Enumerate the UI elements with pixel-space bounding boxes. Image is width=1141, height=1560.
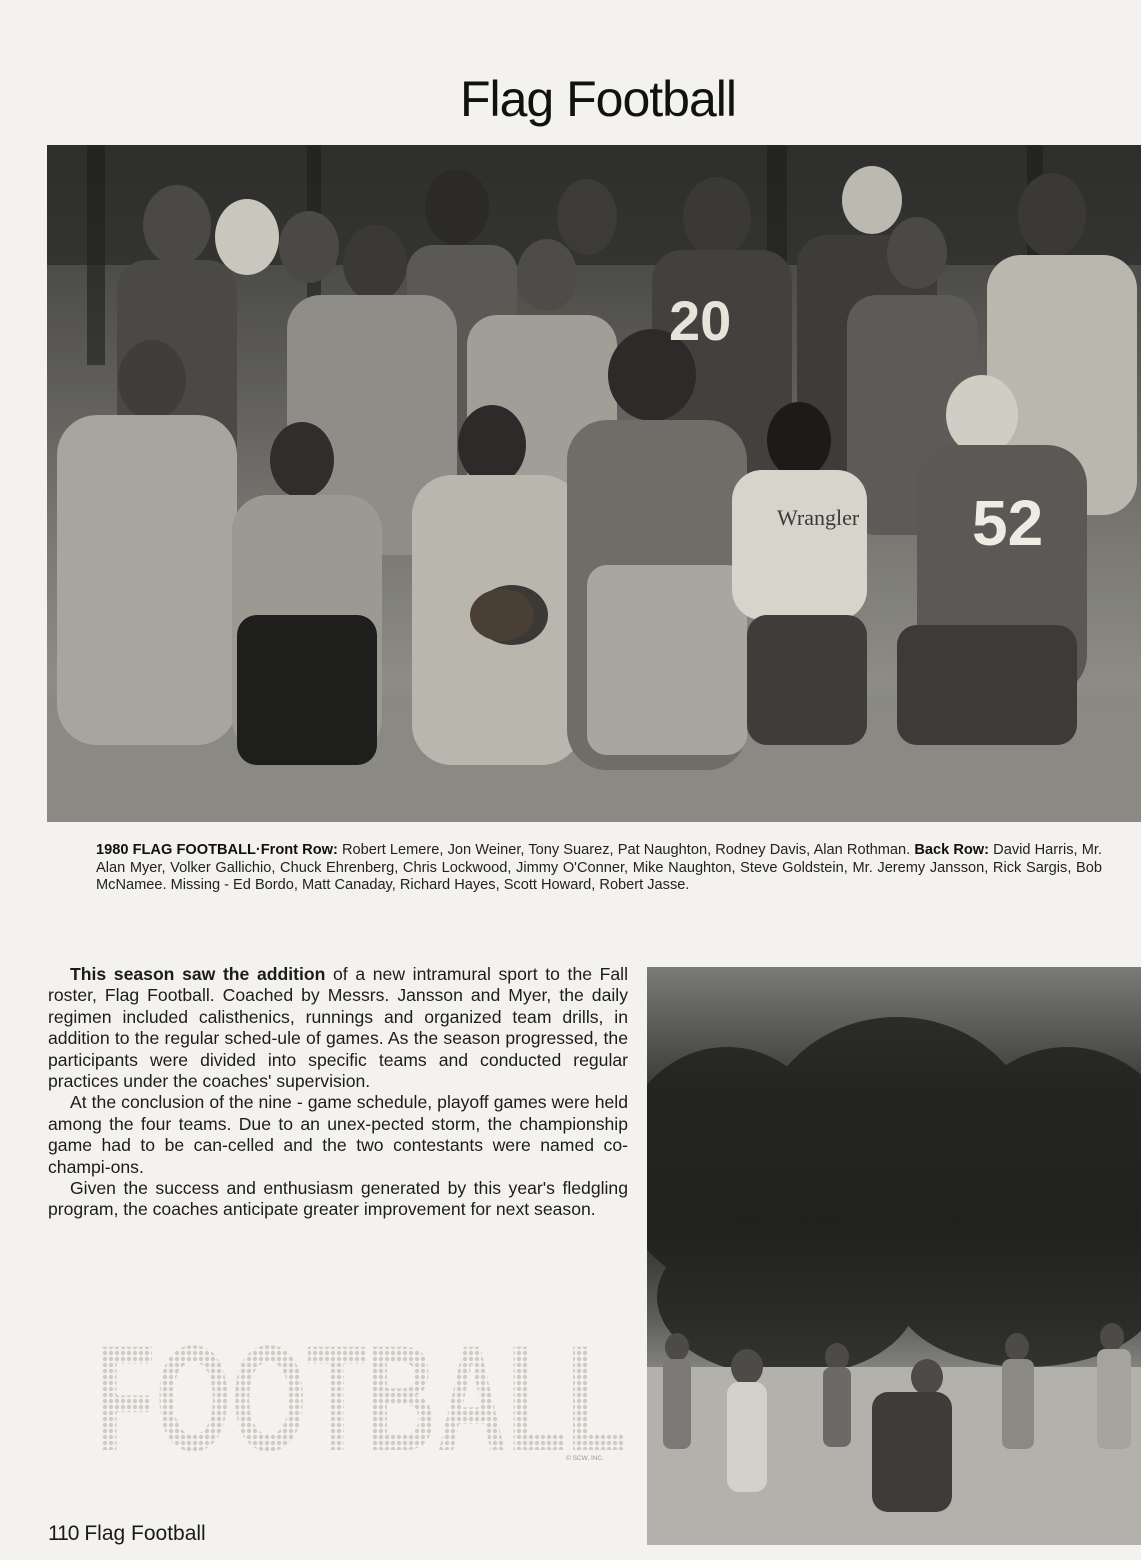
jersey-number-52: 52 [972, 487, 1044, 559]
football [470, 589, 534, 641]
caption-back-row-label: Back Row: [914, 842, 990, 858]
copyright-mark: © SCW, INC. [566, 1455, 605, 1462]
page-folio [48, 1522, 206, 1546]
caption-heading: 1980 FLAG FOOTBALL·Front Row: [96, 842, 338, 858]
article-lead: This season saw the addition [70, 964, 326, 984]
shirt-lettering: Wrangler [777, 505, 860, 530]
article-paragraph-1-text: of a new intramural sport to the Fall roster, Flag Football. Coached by Messrs. Jansson and Myer, the daily regimen included calisthenics, runnings and organized team drills, in addition to the regular sched-ule of games. As the season progressed, the participants were divided into specific teams and conducted regular practices under the coaches' supervision. [48, 964, 628, 1092]
photo-caption [96, 842, 1102, 895]
dotted-football-graphic [96, 1332, 636, 1462]
folio-label: Flag Football [84, 1522, 206, 1545]
action-photo [647, 967, 1141, 1545]
jersey-number-20: 20 [669, 289, 732, 352]
page-number: 110 [48, 1522, 79, 1545]
dotted-football-word: FOOTBALL [96, 1332, 626, 1462]
caption-front-row: Robert Lemere, Jon Weiner, Tony Suarez, Pat Naughton, Rodney Davis, Alan Rothman. [341, 842, 911, 858]
team-photo-illustration [47, 145, 1141, 822]
article-paragraph-1 [48, 964, 628, 1092]
caption-back-row: David Harris, Mr. Alan Myer, Volker Gallichio, Chuck Ehrenberg, Chris Lockwood, Jimmy O'Conner, Mike Naughton, Steve Goldstein, Mr. Jeremy Jansson, Rick Sargis, Bob McNamee. Missing - Ed Bordo, Matt Canaday, Richard Hayes, Scott Howard, Robert Jasse. [96, 842, 1102, 893]
team-photo [47, 145, 1141, 822]
action-photo-illustration [647, 967, 1141, 1545]
page-title: Flag Football [459, 71, 737, 127]
article-paragraph-2: At the conclusion of the nine - game schedule, playoff games were held among the four teams. Due to an unex-pected storm, the championship game had to be can-celled and the two contestants were named co-champi-ons. [48, 1092, 628, 1177]
article-body [48, 964, 628, 1221]
article-paragraph-3: Given the success and enthusiasm generated by this year's fledgling program, the coaches anticipate greater improvement for next season. [48, 1178, 628, 1220]
